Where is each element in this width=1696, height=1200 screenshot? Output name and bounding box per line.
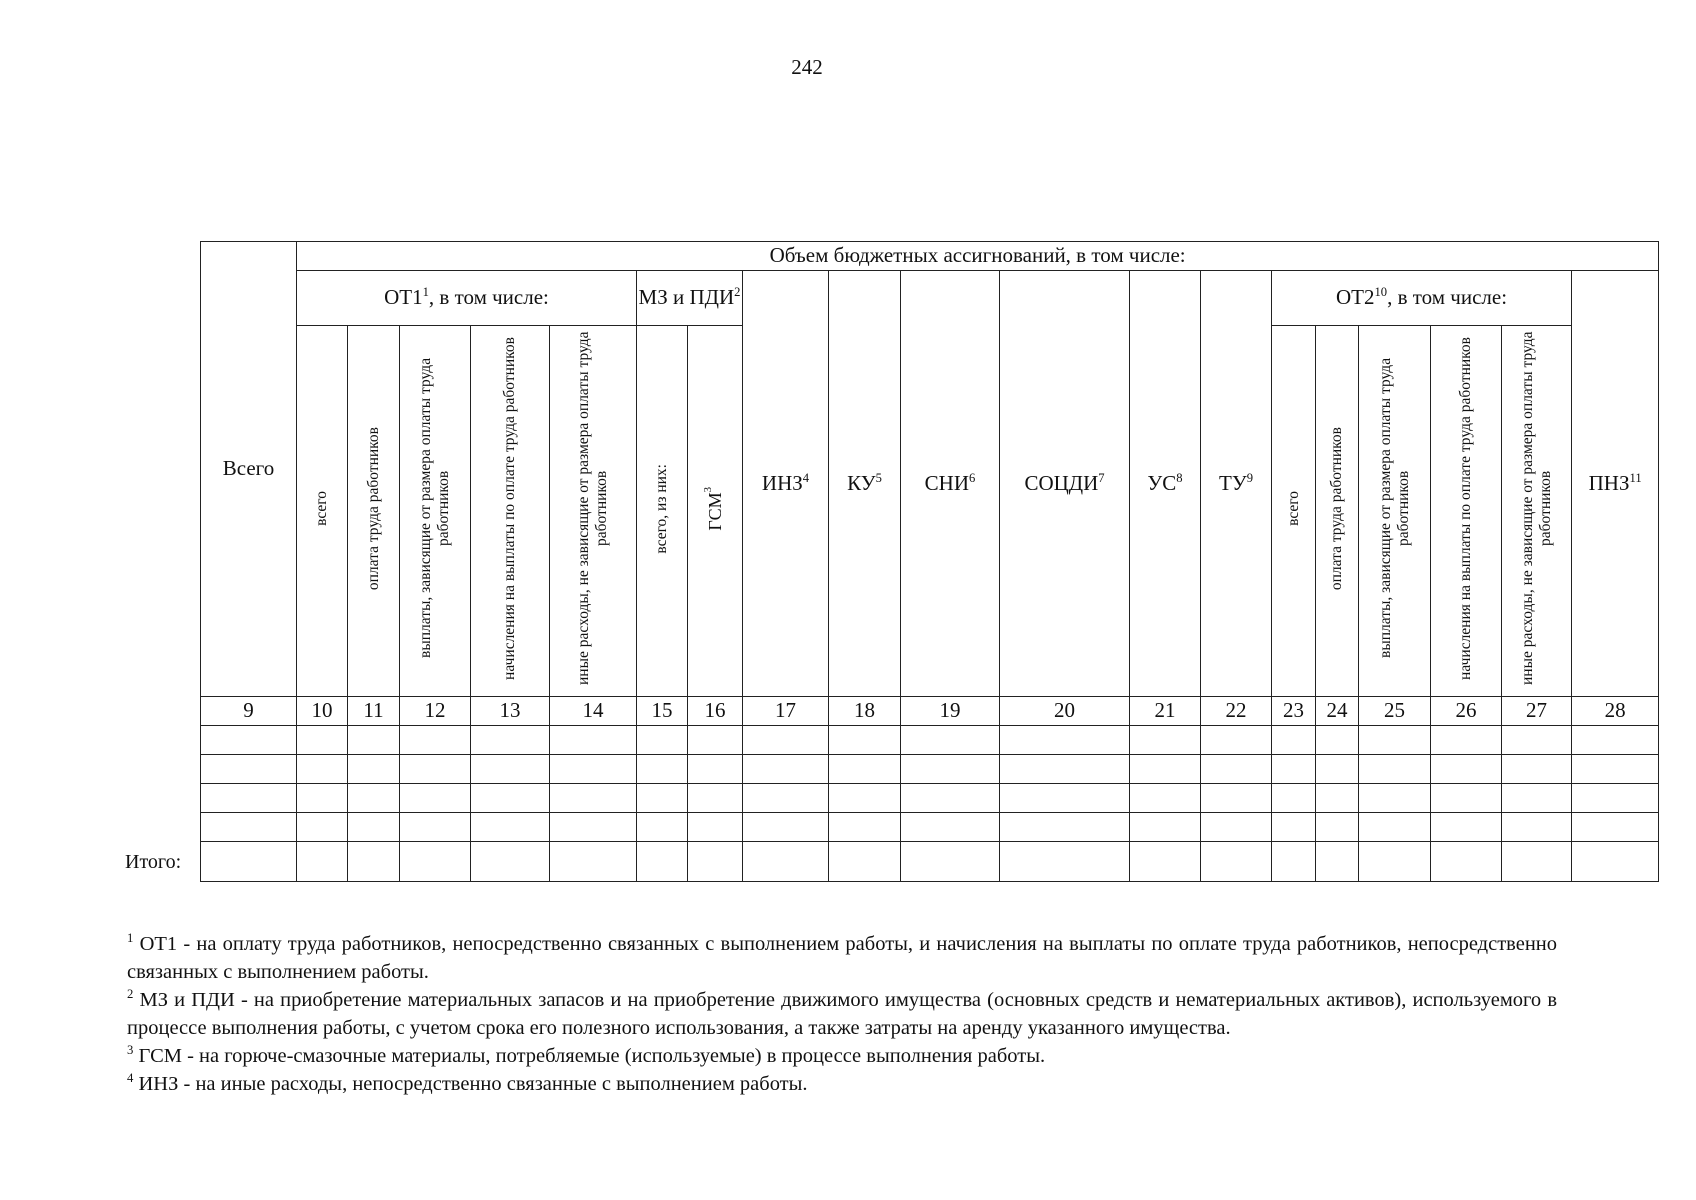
header-socdi: СОЦДИ$^7$ [1000, 271, 1130, 697]
column-number: 15 [637, 697, 688, 726]
table-cell[interactable] [637, 726, 688, 755]
table-cell[interactable] [471, 842, 550, 882]
table-cell[interactable] [348, 755, 400, 784]
column-number: 17 [743, 697, 829, 726]
table-cell[interactable] [1000, 813, 1130, 842]
table-cell[interactable] [1130, 813, 1201, 842]
table-cell[interactable] [201, 755, 297, 784]
table-cell[interactable] [348, 813, 400, 842]
table-cell[interactable] [829, 755, 901, 784]
column-number: 22 [1201, 697, 1272, 726]
table-cell[interactable] [743, 813, 829, 842]
table-cell[interactable] [400, 784, 471, 813]
table-cell[interactable] [1201, 842, 1272, 882]
table-cell[interactable] [471, 784, 550, 813]
header-all: Всего [201, 242, 297, 697]
ot2-sub-payments: выплаты, зависящие от размера оплаты труда работников [1359, 326, 1431, 697]
table-cell[interactable] [1502, 813, 1572, 842]
table-cell[interactable] [348, 784, 400, 813]
table-cell[interactable] [1316, 755, 1359, 784]
table-cell[interactable] [1316, 813, 1359, 842]
table-cell[interactable] [901, 813, 1000, 842]
column-number: 26 [1431, 697, 1502, 726]
column-number: 25 [1359, 697, 1431, 726]
table-cell[interactable] [688, 784, 743, 813]
table-cell[interactable] [550, 784, 637, 813]
header-inz: ИНЗ$^4$ [743, 271, 829, 697]
column-number: 11 [348, 697, 400, 726]
header-us: $УС^8$ [1130, 271, 1201, 697]
table-cell[interactable] [1201, 755, 1272, 784]
table-cell[interactable] [400, 755, 471, 784]
table-cell[interactable] [1502, 784, 1572, 813]
table-row [201, 813, 1659, 842]
table-cell[interactable] [400, 842, 471, 882]
table-cell[interactable] [901, 726, 1000, 755]
table-cell[interactable] [1130, 755, 1201, 784]
ot2-sub-other: иные расходы, не зависящие от размера оплаты труда работников [1502, 326, 1572, 697]
table-cell[interactable] [1272, 842, 1316, 882]
column-number: 13 [471, 697, 550, 726]
table-cell[interactable] [743, 726, 829, 755]
table-cell[interactable] [688, 842, 743, 882]
ot2-sub-all: всего [1272, 326, 1316, 697]
ot2-sub-wages: оплата труда работников [1316, 326, 1359, 697]
table-cell[interactable] [743, 784, 829, 813]
table-cell[interactable] [348, 842, 400, 882]
table-cell[interactable] [901, 784, 1000, 813]
page-number: 242 [791, 55, 823, 79]
table-cell[interactable] [743, 755, 829, 784]
table-cell[interactable] [297, 755, 348, 784]
table-cell[interactable] [637, 784, 688, 813]
table-cell[interactable] [1272, 755, 1316, 784]
table-cell[interactable] [201, 784, 297, 813]
ot2-sub-accruals: начисления на выплаты по оплате труда работников [1431, 326, 1502, 697]
table-cell[interactable] [688, 813, 743, 842]
table-cell[interactable] [1359, 842, 1431, 882]
footnote-text: ОТ1 - на оплату труда работников, непосредственно связанных с выполнением работы, и начисления на выплаты по оплате труда работников, непосредственно связанных с выполнением работы. [127, 933, 1558, 983]
footnote-number: 1 [127, 931, 134, 946]
table-cell[interactable] [400, 813, 471, 842]
table-cell[interactable] [1130, 726, 1201, 755]
table-cell[interactable] [637, 842, 688, 882]
column-number: 19 [901, 697, 1000, 726]
mz-sub-all: всего, из них: [637, 326, 688, 697]
footnote [127, 1070, 1557, 1098]
table-cell[interactable] [1000, 726, 1130, 755]
table-cell[interactable] [400, 726, 471, 755]
header-row-groups [201, 271, 1659, 326]
table-cell[interactable] [201, 726, 297, 755]
column-number: 20 [1000, 697, 1130, 726]
table-cell[interactable] [1359, 755, 1431, 784]
table-cell[interactable] [1201, 813, 1272, 842]
table-cell[interactable] [1201, 784, 1272, 813]
table-cell[interactable] [1000, 755, 1130, 784]
table-cell[interactable] [688, 755, 743, 784]
table-cell[interactable] [1316, 726, 1359, 755]
footnote-number: 3 [127, 1043, 134, 1058]
footnotes [127, 930, 1557, 1098]
table-cell[interactable] [1431, 813, 1502, 842]
table-cell[interactable] [471, 726, 550, 755]
table-row [201, 726, 1659, 755]
table-cell[interactable] [1502, 842, 1572, 882]
table-row [201, 755, 1659, 784]
column-number-row [201, 697, 1659, 726]
table-cell[interactable] [637, 813, 688, 842]
header-mz-pdi: МЗ и ПДИ$^2$ [637, 271, 743, 326]
table-cell[interactable] [1000, 784, 1130, 813]
budget-table [200, 241, 1659, 882]
table-cell[interactable] [201, 813, 297, 842]
table-cell[interactable] [1431, 726, 1502, 755]
column-number: 24 [1316, 697, 1359, 726]
table-cell[interactable] [1572, 784, 1659, 813]
header-row-main [201, 242, 1659, 271]
mz-sub-gsm: ГСМ$^3$ [688, 326, 743, 697]
table-cell[interactable] [901, 755, 1000, 784]
column-number: 23 [1272, 697, 1316, 726]
table-cell[interactable] [1316, 842, 1359, 882]
ot1-sub-other: иные расходы, не зависящие от размера оплаты труда работников [550, 326, 637, 697]
table-cell[interactable] [1572, 726, 1659, 755]
table-cell[interactable] [1359, 784, 1431, 813]
table-cell[interactable] [829, 813, 901, 842]
table-cell[interactable] [1272, 726, 1316, 755]
table-cell[interactable] [1359, 726, 1431, 755]
header-ot2: $ОТ2^{10}$, в том числе: [1272, 271, 1572, 326]
table-cell[interactable] [297, 726, 348, 755]
footnote [127, 1042, 1557, 1070]
table-cell[interactable] [1000, 842, 1130, 882]
column-number: 12 [400, 697, 471, 726]
table-cell[interactable] [550, 755, 637, 784]
table-cell[interactable] [901, 842, 1000, 882]
table-cell[interactable] [1130, 842, 1201, 882]
ot1-sub-accruals: начисления на выплаты по оплате труда работников [471, 326, 550, 697]
header-tu: $ТУ^9$ [1201, 271, 1272, 697]
table-cell[interactable] [1502, 755, 1572, 784]
total-row [201, 842, 1659, 882]
ot1-sub-wages: оплата труда работников [348, 326, 400, 697]
ot1-sub-all: всего [297, 326, 348, 697]
table-cell[interactable] [471, 813, 550, 842]
footnote-text: ИНЗ - на иные расходы, непосредственно связанные с выполнением работы. [138, 1073, 808, 1095]
footnote [127, 986, 1557, 1042]
column-number: 9 [201, 697, 297, 726]
table-cell[interactable] [1130, 784, 1201, 813]
table-cell[interactable] [1572, 842, 1659, 882]
table-cell[interactable] [829, 726, 901, 755]
footnote-text: ГСМ - на горюче-смазочные материалы, потребляемые (используемые) в процессе выполнения работы. [138, 1045, 1046, 1067]
table-cell[interactable] [637, 755, 688, 784]
table-cell[interactable] [201, 842, 297, 882]
table-row [201, 784, 1659, 813]
table-cell[interactable] [829, 784, 901, 813]
header-sni: СНИ$^6$ [901, 271, 1000, 697]
table-cell[interactable] [297, 813, 348, 842]
footnote-number: 2 [127, 987, 134, 1002]
footnote-text: МЗ и ПДИ - на приобретение материальных запасов и на приобретение движимого имущества (основных средств и нематериальных активов), используемого в процессе выполнения работы, с учетом срока его полезного использования, а также затраты на аренду указанного имущества. [127, 989, 1557, 1039]
table-cell[interactable] [688, 726, 743, 755]
column-number: 21 [1130, 697, 1201, 726]
column-number: 14 [550, 697, 637, 726]
header-ku: $КУ^5$ [829, 271, 901, 697]
column-number: 18 [829, 697, 901, 726]
footnote-number: 4 [127, 1071, 134, 1086]
table-cell[interactable] [1431, 842, 1502, 882]
header-pnz: ПНЗ$^{11}$ [1572, 271, 1659, 697]
table-cell[interactable] [297, 842, 348, 882]
table-cell[interactable] [471, 755, 550, 784]
ot1-sub-payments: выплаты, зависящие от размера оплаты труда работников [400, 326, 471, 697]
table-cell[interactable] [550, 813, 637, 842]
footnote [127, 930, 1557, 986]
table-cell[interactable] [1272, 813, 1316, 842]
table-cell[interactable] [1431, 755, 1502, 784]
table-cell[interactable] [1316, 784, 1359, 813]
table-cell[interactable] [1502, 726, 1572, 755]
header-budget-volume: Объем бюджетных ассигнований, в том числе: [297, 242, 1659, 271]
column-number: 27 [1502, 697, 1572, 726]
table-cell[interactable] [743, 842, 829, 882]
column-number: 10 [297, 697, 348, 726]
table-cell[interactable] [348, 726, 400, 755]
table-cell[interactable] [1572, 813, 1659, 842]
table-cell[interactable] [1272, 784, 1316, 813]
table-cell[interactable] [297, 784, 348, 813]
table-cell[interactable] [550, 842, 637, 882]
column-number: 28 [1572, 697, 1659, 726]
table-cell[interactable] [829, 842, 901, 882]
header-ot1: $ОТ1^1$, в том числе: [297, 271, 637, 326]
table-cell[interactable] [550, 726, 637, 755]
total-label: Итого: [125, 851, 182, 873]
table-cell[interactable] [1572, 755, 1659, 784]
table-cell[interactable] [1359, 813, 1431, 842]
table-cell[interactable] [1201, 726, 1272, 755]
table-cell[interactable] [1431, 784, 1502, 813]
column-number: 16 [688, 697, 743, 726]
